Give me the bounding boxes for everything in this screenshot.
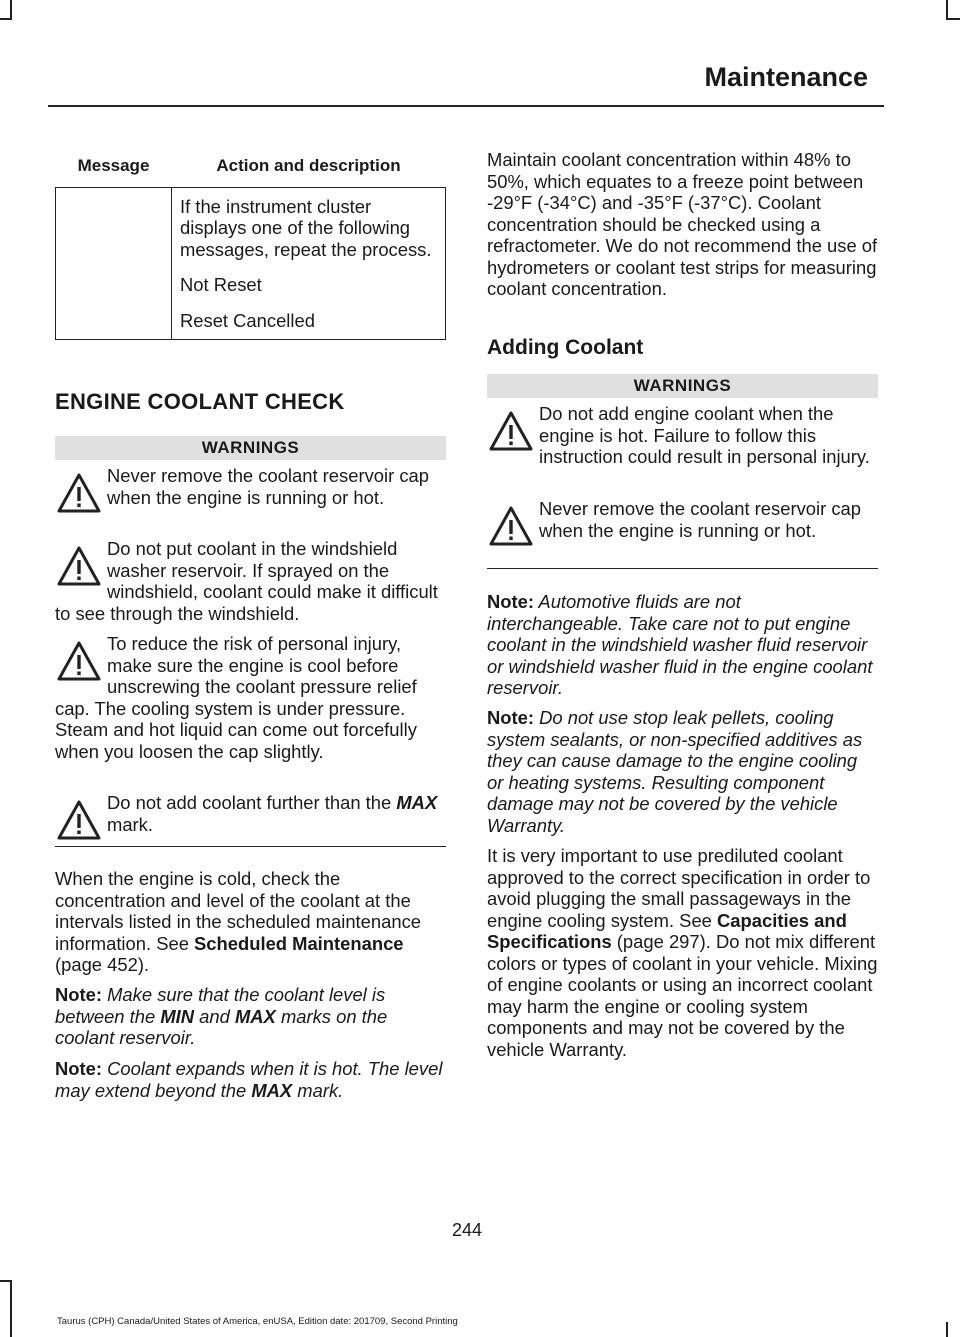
warning-triangle-icon [55, 637, 103, 685]
prediluted-paragraph: It is very important to use prediluted coolant approved to the correct specification in order to avoid plugging the small passageways in the engine cooling system. See Capacities and Specifications (page 297). Do not mix different colors or types of coolant in your vehicle. Mixing of engine coolants or using an incorrect coolant may harm the engine or cooling system components and may not be covered by the vehicle Warranty. [487, 845, 878, 1060]
max-mark: MAX [396, 792, 438, 813]
warning-text: Do not add coolant further than the [107, 792, 397, 813]
note-paragraph: Note: Make sure that the coolant level is between the MIN and MAX marks on the coolant reservoir. [55, 984, 388, 1048]
warning-triangle-icon [487, 407, 535, 455]
note-label: Note: [55, 984, 102, 1005]
section-heading-adding-coolant: Adding Coolant [487, 336, 644, 359]
crop-mark [10, 1280, 12, 1337]
crop-mark [0, 1280, 12, 1282]
warning-text: To reduce the risk of personal injury, make sure the engine is cool before unscrewing the coolant pressure relief cap. The cooling system is under pressure. Steam and hot liquid can come out forcefully when you loosen the cap slightly. [55, 633, 417, 762]
page-number: 244 [451, 1220, 483, 1240]
header-rule [48, 105, 884, 107]
warning-triangle-icon [55, 796, 103, 844]
warning-text: Never remove the coolant reservoir cap when the engine is running or hot. [539, 498, 861, 541]
note-label: Note: [487, 591, 534, 612]
action-text: If the instrument cluster displays one of the following messages, repeat the process. [180, 195, 432, 260]
warnings-bar: WARNINGS [487, 374, 878, 398]
warnings-bar: WARNINGS [55, 436, 446, 460]
warning-item [55, 792, 446, 844]
crop-mark [946, 18, 960, 20]
note-paragraph: Note: Automotive fluids are not interchangeable. Take care not to put engine coolant in the windshield washer fluid reservoir or windshield washer fluid in the engine coolant reservoir. [487, 591, 873, 698]
note-paragraph: Note: Do not use stop leak pellets, cooling system sealants, or non-specified additives as they can cause damage to the engine cooling or heating systems. Resulting component damage may not be covered by the vehicle Warranty. [487, 707, 863, 836]
warning-item [55, 633, 446, 762]
warning-text: Never remove the coolant reservoir cap when the engine is running or hot. [107, 465, 429, 508]
warning-text: Do not add engine coolant when the engine is hot. Failure to follow this instruction could result in personal injury. [539, 403, 870, 467]
warning-text: mark. [107, 813, 153, 835]
concentration-paragraph: Maintain coolant concentration within 48% to 50%, which equates to a freeze point between -29°F (-34°C) and -35°F (-37°C). Coolant concentration should be checked using a refractometer. We do not recommend the use of hydrometers or coolant test strips for measuring coolant concentration. [487, 149, 878, 299]
warning-item [487, 403, 878, 468]
note-label: Note: [487, 707, 534, 728]
warning-text: Do not put coolant in the windshield washer reservoir. If sprayed on the windshield, coolant could make it difficult to see through the windshield. [55, 538, 438, 624]
link-scheduled-maintenance[interactable]: Scheduled Maintenance [194, 932, 404, 954]
crop-mark [10, 0, 12, 20]
warning-triangle-icon [55, 542, 103, 590]
warning-item [55, 538, 446, 624]
link-capacities-and-specifications[interactable]: Capacities and Specifications [487, 909, 847, 952]
warnings-end-rule [487, 568, 878, 569]
table-header-action: Action and description [172, 145, 446, 187]
note-paragraph: Note: Coolant expands when it is hot. The level may extend beyond the MAX mark. [55, 1058, 443, 1101]
footer-text: Taurus (CPH) Canada/United States of America, enUSA, Edition date: 201709, Second Printing [57, 1316, 458, 1327]
crop-mark [0, 18, 12, 20]
action-message-reset-cancelled: Reset Cancelled [180, 309, 315, 331]
page-title: Maintenance [704, 62, 868, 92]
warning-triangle-icon [487, 502, 535, 550]
section-heading-engine-coolant: ENGINE COOLANT CHECK [55, 389, 345, 414]
action-message-not-reset: Not Reset [180, 274, 262, 295]
note-label: Note: [55, 1058, 102, 1079]
warnings-end-rule [55, 846, 446, 847]
table-header-message: Message [56, 145, 172, 187]
crop-mark [946, 0, 948, 20]
warning-triangle-icon [55, 469, 103, 517]
warning-item [55, 465, 446, 517]
table-cell-message [56, 187, 172, 340]
table-cell-action [172, 187, 446, 340]
table-row [56, 187, 446, 340]
crop-mark [946, 1322, 948, 1337]
warning-item [487, 498, 878, 550]
message-table [55, 145, 446, 340]
coolant-check-paragraph: When the engine is cold, check the concentration and level of the coolant at the intervals listed in the scheduled maintenance information. See Scheduled Maintenance (page 452). [55, 868, 421, 975]
